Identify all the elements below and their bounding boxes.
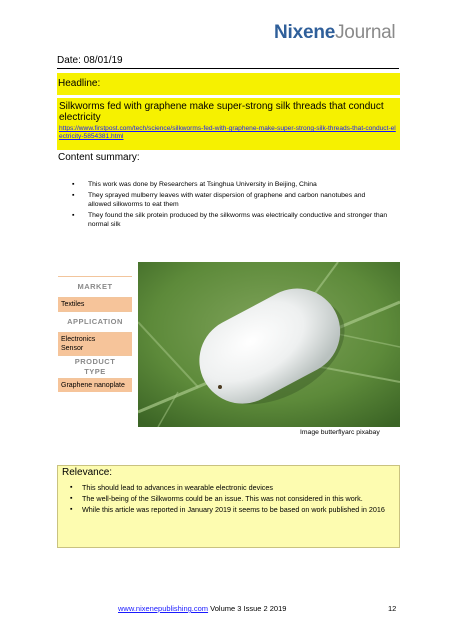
publisher-link[interactable]: www.nixenepublishing.com	[118, 604, 209, 613]
application-heading: APPLICATION	[58, 311, 132, 333]
summary-item: ▪ They found the silk protein produced by the silkworms was electrically conductive and stronger than normal silk	[70, 211, 390, 229]
headline-label: Headline:	[57, 73, 400, 95]
headline-title: Silkworms fed with graphene make super-strong silk threads that conduct electricity	[59, 101, 384, 123]
relevance-list	[70, 483, 395, 515]
footer	[118, 604, 286, 613]
product-type-heading-line: PRODUCT	[74, 357, 116, 366]
product-type-heading	[58, 355, 132, 379]
page-number: 12	[388, 604, 397, 613]
classification-sidebar	[58, 276, 132, 392]
logo-text-journal: Journal	[335, 22, 396, 43]
relevance-label: Relevance:	[62, 467, 113, 478]
market-heading: MARKET	[58, 276, 132, 298]
issue-info: Volume 3 Issue 2 2019	[208, 604, 287, 613]
application-value: Sensor	[61, 345, 84, 352]
relevance-item: ▪ This should lead to advances in wearable electronic devices	[70, 483, 395, 493]
nixene-journal-logo	[274, 22, 395, 44]
headline-box	[57, 98, 400, 150]
content-summary-label: Content summary:	[58, 152, 140, 163]
date-line: Date: 08/01/19	[57, 54, 399, 69]
relevance-item: ▪ The well-being of the Silkworms could be an issue. This was not considered in this work.	[70, 494, 395, 504]
cocoon-image-svg	[138, 262, 400, 427]
content-summary-list	[70, 180, 390, 231]
logo-text-nixene: Nixene	[274, 22, 336, 43]
article-link[interactable]: https://www.firstpost.com/tech/science/silkworms-fed-with-graphene-make-super-strong-silk-threads-that-conduct-electricity-5854381.html	[59, 125, 396, 140]
relevance-box	[57, 465, 400, 548]
product-type-value: Graphene nanoplate	[58, 379, 132, 392]
market-value: Textiles	[58, 298, 132, 311]
summary-item: ▪ This work was done by Researchers at Tsinghua University in Beijing, China	[70, 180, 390, 189]
relevance-item: ▪ While this article was reported in January 2019 it seems to be based on work published in 2016	[70, 505, 395, 515]
application-values	[58, 333, 132, 355]
application-value: Electronics	[61, 336, 96, 343]
product-type-heading-line: TYPE	[84, 367, 106, 376]
silkworm-cocoon-photo	[138, 262, 400, 427]
summary-item: ▪ They sprayed mulberry leaves with water dispersion of graphene and carbon nanotubes and allowed silkworms to eat them	[70, 191, 390, 209]
image-credit: Image butterflyarc pixabay	[300, 429, 380, 436]
